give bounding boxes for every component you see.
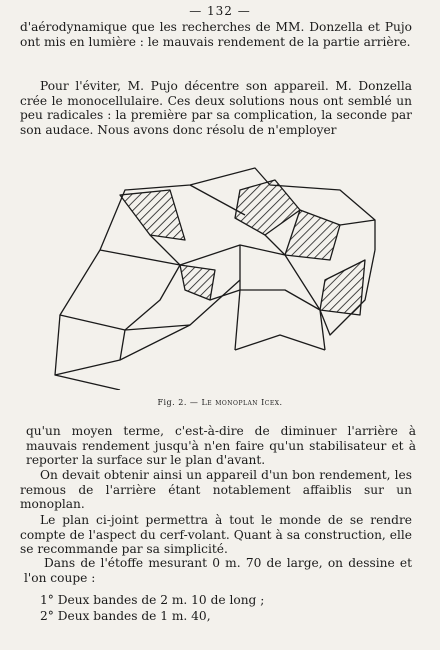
caption-prefix: Fig. 2. — <box>157 398 202 407</box>
page-number: — 132 — <box>189 4 251 18</box>
paragraph-5: Le plan ci-joint permettra à tout le monde de se rendre compte de l'aspect du cerf-volant. Quant à sa construction, elle se recommande par sa simplicité. <box>20 513 412 557</box>
paragraph-4: On devait obtenir ainsi un appareil d'un bon rendement, les remous de l'arrière étant notablement affaiblis sur un monoplan. <box>20 468 412 512</box>
list-item: 1° Deux bandes de 2 m. 10 de long ; <box>40 593 265 607</box>
kite-figure <box>40 150 400 390</box>
paragraph-6: Dans de l'étoffe mesurant 0 m. 70 de large, on dessine et l'on coupe : <box>24 556 412 585</box>
paragraph-2: Pour l'éviter, M. Pujo décentre son appareil. M. Donzella crée le monocellulaire. Ces deux solutions nous ont semblé un peu radicales : la première par sa complication, la seconde par son audace. Nous avons donc résolu de n'employer <box>20 79 412 137</box>
caption-title: Le monoplan Icex. <box>201 398 283 407</box>
paragraph-3: qu'un moyen terme, c'est-à-dire de diminuer l'arrière à mauvais rendement jusqu'à n'en faire qu'un stabilisateur et à reporter la surface sur le plan d'avant. <box>26 424 416 468</box>
kite-illustration <box>40 150 400 390</box>
paragraph-1: d'aérodynamique que les recherches de MM. Donzella et Pujo ont mis en lumière : le mauvais rendement de la partie arrière. <box>20 20 412 49</box>
figure-caption <box>0 398 440 407</box>
list-item: 2° Deux bandes de 1 m. 40, <box>40 609 211 623</box>
